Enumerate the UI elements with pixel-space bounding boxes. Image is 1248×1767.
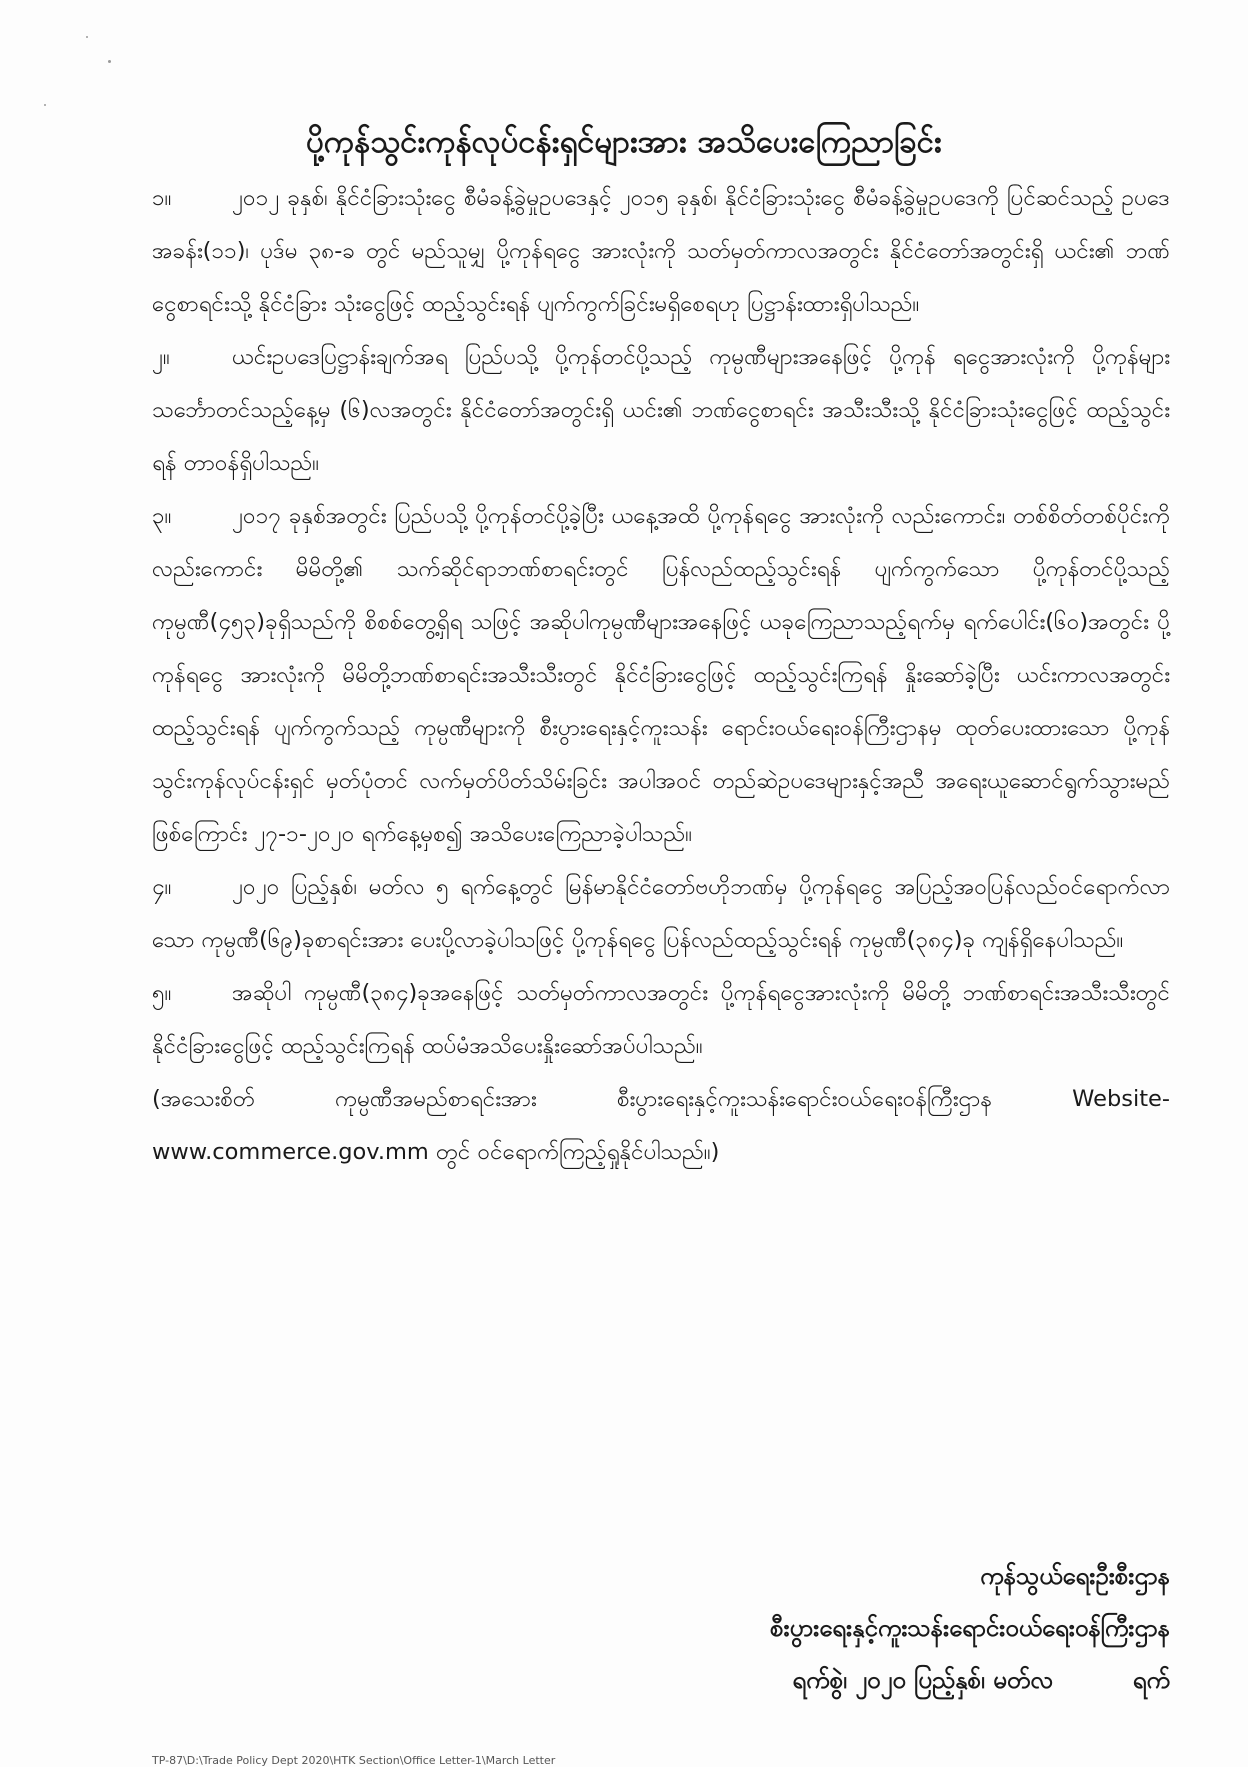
- paragraph-text: ၂၀၁၂ ခုနှစ်၊ နိုင်ငံခြားသုံးငွေ စီမံခန့်ခွဲမှုဥပဒေနှင့် ၂၀၁၅ ခုနှစ်၊ နိုင်ငံခြားသုံးငွေ စီမံခန့်ခွဲမှုဥပဒေကို ပြင်ဆင်သည့် ဥပဒေ အခန်း(၁၁)၊ ပုဒ်မ ၃၈-ခ တွင် မည်သူမျှ ပို့ကုန်ရငွေ အားလုံးကို သတ်မှတ်ကာလအတွင်း နိုင်ငံတော်အတွင်းရှိ ယင်း၏ ဘဏ်ငွေစာရင်းသို့ နိုင်ငံခြား သုံးငွေဖြင့် ထည့်သွင်းရန် ပျက်ကွက်ခြင်းမရှိစေရဟု ပြဋ္ဌာန်းထားရှိပါသည်။: [152, 185, 1170, 317]
- scan-speck: [44, 104, 46, 106]
- paragraph-text: ၂၀၁၇ ခုနှစ်အတွင်း ပြည်ပသို့ ပို့ကုန်တင်ပို့ခဲ့ပြီး ယနေ့အထိ ပို့ကုန်ရငွေ အားလုံးကို လည်းကောင်း၊ တစ်စိတ်တစ်ပိုင်းကိုလည်းကောင်း မိမိတို့၏ သက်ဆိုင်ရာဘဏ်စာရင်းတွင် ပြန်လည်ထည့်သွင်းရန် ပျက်ကွက်သော ပို့ကုန်တင်ပို့သည့် ကုမ္ပဏီ(၄၅၃)ခုရှိသည်ကို စိစစ်တွေ့ရှိရ သဖြင့် အဆိုပါကုမ္ပဏီများအနေဖြင့် ယခုကြေညာသည့်ရက်မှ ရက်ပေါင်း(၆၀)အတွင်း ပို့ကုန်ရငွေ အားလုံးကို မိမိတို့ဘဏ်စာရင်းအသီးသီးတွင် နိုင်ငံခြားငွေဖြင့် ထည့်သွင်းကြရန် နှိုးဆော်ခဲ့ပြီး ယင်းကာလအတွင်း ထည့်သွင်းရန် ပျက်ကွက်သည့် ကုမ္ပဏီများကို စီးပွားရေးနှင့်ကူးသန်း ရောင်းဝယ်ရေးဝန်ကြီးဌာနမှ ထုတ်ပေးထားသော ပို့ကုန်သွင်းကုန်လုပ်ငန်းရှင် မှတ်ပုံတင် လက်မှတ်ပိတ်သိမ်းခြင်း အပါအဝင် တည်ဆဲဥပဒေများနှင့်အညီ အရေးယူဆောင်ရွက်သွားမည် ဖြစ်ကြောင်း ၂၇-၁-၂၀၂၀ ရက်နေ့မှစ၍ အသိပေးကြေညာခဲ့ပါသည်။: [152, 503, 1170, 847]
- paragraph-2: [152, 331, 1170, 490]
- paragraph-text: ၂၀၂၀ ပြည့်နှစ်၊ မတ်လ ၅ ရက်နေ့တွင် မြန်မာနိုင်ငံတော်ဗဟိုဘဏ်မှ ပို့ကုန်ရငွေ အပြည့်အဝပြန်လည်ဝင်ရောက်လာသော ကုမ္ပဏီ(၆၉)ခုစာရင်းအား ပေးပို့လာခဲ့ပါသဖြင့် ပို့ကုန်ရငွေ ပြန်လည်ထည့်သွင်းရန် ကုမ္ပဏီ(၃၈၄)ခု ကျန်ရှိနေပါသည်။: [152, 874, 1170, 953]
- paragraph-text: အဆိုပါ ကုမ္ပဏီ(၃၈၄)ခုအနေဖြင့် သတ်မှတ်ကာလအတွင်း ပို့ကုန်ရငွေအားလုံးကို မိမိတို့ ဘဏ်စာရင်းအသီးသီးတွင် နိုင်ငံခြားငွေဖြင့် ထည့်သွင်းကြရန် ထပ်မံအသိပေးနှိုးဆော်အပ်ပါသည်။: [152, 980, 1170, 1059]
- paragraph-number: ၁။: [152, 185, 172, 211]
- signature-ministry: စီးပွားရေးနှင့်ကူးသန်းရောင်းဝယ်ရေးဝန်ကြီးဌာန: [769, 1614, 1170, 1642]
- paragraph-4: [152, 861, 1170, 967]
- paragraph-3: [152, 490, 1170, 861]
- scan-speck: [86, 36, 88, 38]
- paragraph-5: [152, 967, 1170, 1073]
- paragraph-number: ၃။: [152, 503, 172, 529]
- paragraph-number: ၄။: [152, 874, 172, 900]
- footer-file-path: TP-87\D:\Trade Policy Dept 2020\HTK Section\Office Letter-1\March Letter: [152, 1754, 556, 1767]
- signature-block: [470, 1550, 1170, 1706]
- scan-speck: [108, 60, 111, 63]
- document-body: [152, 172, 1170, 1179]
- document-title: ပို့ကုန်သွင်းကုန်လုပ်ငန်းရှင်များအား အသိပေးကြေညာခြင်း: [306, 123, 942, 160]
- signature-date-line: [470, 1654, 1170, 1706]
- paragraph-number: ၅။: [152, 980, 172, 1006]
- paragraph-number: ၂။: [152, 344, 170, 370]
- paragraph-text: ယင်းဥပဒေပြဋ္ဌာန်းချက်အရ ပြည်ပသို့ ပို့ကုန်တင်ပို့သည့် ကုမ္ပဏီများအနေဖြင့် ပို့ကုန် ရငွေအားလုံးကို ပို့ကုန်များ သင်္ဘောတင်သည့်နေ့မှ (၆)လအတွင်း နိုင်ငံတော်အတွင်းရှိ ယင်း၏ ဘဏ်ငွေစာရင်း အသီးသီးသို့ နိုင်ငံခြားသုံးငွေဖြင့် ထည့်သွင်းရန် တာဝန်ရှိပါသည်။: [152, 344, 1170, 476]
- signature-department: ကုန်သွယ်ရေးဦးစီးဌာန: [980, 1562, 1170, 1590]
- signature-date: ရက်စွဲ၊ ၂၀၂၀ ပြည့်နှစ်၊ မတ်လ: [792, 1666, 1053, 1694]
- website-note: (အသေးစိတ် ကုမ္ပဏီအမည်စာရင်းအား စီးပွားရေးနှင့်ကူးသန်းရောင်းဝယ်ရေးဝန်ကြီးဌာန Website- www.commerce.gov.mm တွင် ဝင်ရောက်ကြည့်ရှုနိုင်ပါသည်။): [152, 1086, 1170, 1165]
- signature-day-label: ရက်: [1132, 1666, 1170, 1694]
- paragraph-1: [152, 172, 1170, 331]
